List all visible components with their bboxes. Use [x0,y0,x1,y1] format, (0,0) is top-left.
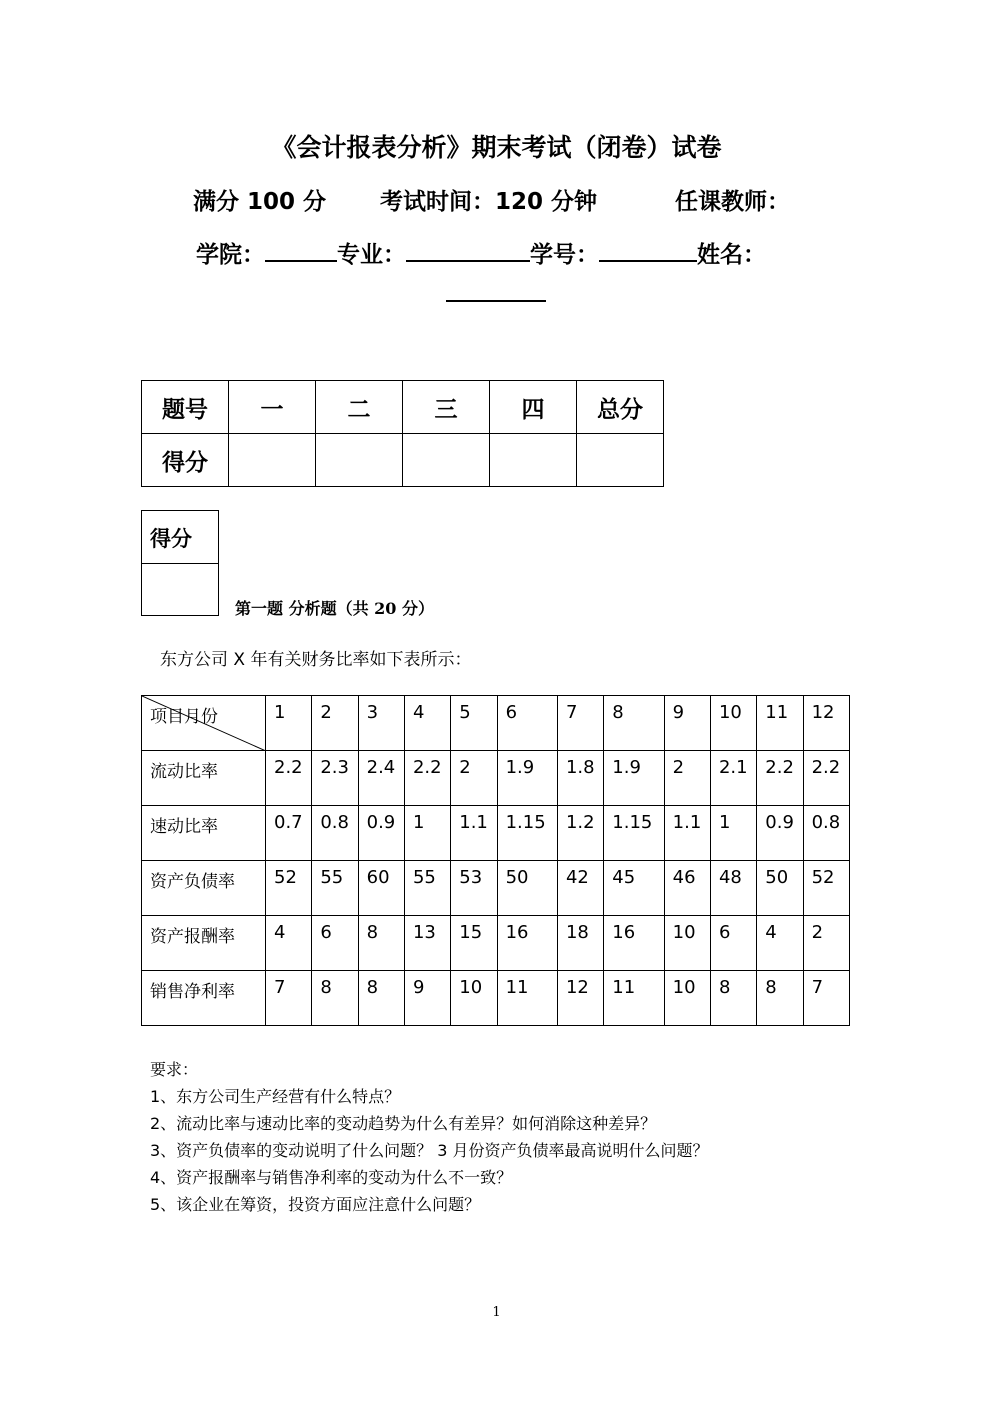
ratio-value: 8 [757,971,803,1026]
ratio-value: 42 [557,861,603,916]
requirement-item: 3、资产负债率的变动说明了什么问题？ 3 月份资产负债率最高说明什么问题？ [150,1141,709,1160]
college-blank[interactable] [265,242,337,262]
grade-box [141,510,219,616]
ratio-value: 1.9 [497,751,557,806]
ratio-value: 52 [803,861,849,916]
grade-box-divider [142,563,218,564]
ratio-row [142,861,850,916]
requirement-item: 5、该企业在筹资，投资方面应注意什么问题？ [150,1195,481,1214]
score-header-cell: 三 [403,381,490,434]
ratio-value: 1 [404,806,450,861]
ratio-value: 1.1 [664,806,710,861]
ratio-value: 9 [404,971,450,1026]
ratio-value: 0.9 [757,806,803,861]
ratio-value: 46 [664,861,710,916]
ratio-value: 2.2 [757,751,803,806]
ratio-value: 13 [404,916,450,971]
requirement-item: 2、流动比率与速动比率的变动趋势为什么有差异？如何消除这种差异？ [150,1114,657,1133]
ratio-value: 2.3 [312,751,358,806]
ratio-value: 7 [266,971,312,1026]
ratio-value: 1.15 [497,806,557,861]
month-header-cell: 7 [557,696,603,751]
ratio-value: 1.8 [557,751,603,806]
month-header-cell: 12 [803,696,849,751]
requirement-item: 1、东方公司生产经营有什么特点？ [150,1087,401,1106]
score-header-cell: 总分 [577,381,664,434]
info-line [196,236,766,269]
ratio-value: 11 [497,971,557,1026]
ratio-value: 2.4 [358,751,404,806]
major-label: 专业： [337,242,406,268]
ratio-value: 0.9 [358,806,404,861]
ratio-value: 53 [451,861,497,916]
score-header-cell: 题号 [142,381,229,434]
score-row-label: 得分 [142,434,229,487]
ratio-value: 2.2 [266,751,312,806]
ratio-value: 16 [497,916,557,971]
month-header-cell: 10 [710,696,756,751]
ratio-label: 资产报酬率 [142,916,266,971]
ratio-value: 2 [803,916,849,971]
score-cell[interactable] [577,434,664,487]
score-table [141,380,664,487]
ratio-value: 0.8 [312,806,358,861]
ratio-value: 6 [710,916,756,971]
ratio-value: 48 [710,861,756,916]
score-cell[interactable] [403,434,490,487]
month-header-cell: 11 [757,696,803,751]
ratio-row [142,916,850,971]
ratio-value: 2.1 [710,751,756,806]
ratio-value: 2 [664,751,710,806]
ratio-label: 销售净利率 [142,971,266,1026]
teacher-label: 任课教师： [675,189,790,215]
ratio-value: 16 [604,916,664,971]
ratio-value: 45 [604,861,664,916]
ratio-value: 2 [451,751,497,806]
college-label: 学院： [196,242,265,268]
ratio-value: 6 [312,916,358,971]
score-table-header-row [142,381,664,434]
ratio-value: 12 [557,971,603,1026]
ratio-value: 0.8 [803,806,849,861]
ratio-value: 10 [664,971,710,1026]
ratio-table [141,695,850,1026]
ratio-value: 7 [803,971,849,1026]
month-header-cell: 2 [312,696,358,751]
ratio-value: 8 [358,971,404,1026]
ratio-value: 8 [710,971,756,1026]
month-header-cell: 6 [497,696,557,751]
page-number: 1 [492,1305,501,1320]
full-score: 满分 100 分 [193,189,327,215]
student-id-blank[interactable] [599,242,697,262]
ratio-value: 18 [557,916,603,971]
ratio-value: 52 [266,861,312,916]
student-id-label: 学号： [530,242,599,268]
score-header-cell: 一 [229,381,316,434]
ratio-value: 55 [312,861,358,916]
ratio-table-header-row [142,696,850,751]
ratio-value: 55 [404,861,450,916]
month-header-cell: 1 [266,696,312,751]
ratio-value: 1 [710,806,756,861]
month-header-cell: 3 [358,696,404,751]
requirements [150,1056,709,1218]
score-cell[interactable] [316,434,403,487]
ratio-row [142,751,850,806]
ratio-value: 10 [451,971,497,1026]
ratio-label: 资产负债率 [142,861,266,916]
month-header-cell: 5 [451,696,497,751]
ratio-value: 1.9 [604,751,664,806]
ratio-value: 11 [604,971,664,1026]
ratio-value: 1.1 [451,806,497,861]
header-label: 项目月份 [150,707,218,727]
ratio-label: 速动比率 [142,806,266,861]
ratio-label: 流动比率 [142,751,266,806]
name-label: 姓名： [697,242,766,268]
ratio-value: 10 [664,916,710,971]
month-header-cell: 9 [664,696,710,751]
question-heading: 第一题 分析题（共 20 分） [235,599,434,618]
exam-title: 《会计报表分析》期末考试（闭卷）试卷 [271,133,722,162]
requirements-title: 要求： [150,1060,199,1079]
ratio-value: 8 [312,971,358,1026]
score-cell[interactable] [229,434,316,487]
month-header-cell: 8 [604,696,664,751]
ratio-value: 4 [266,916,312,971]
ratio-value: 2.2 [404,751,450,806]
exam-time: 考试时间：120 分钟 [380,189,598,215]
requirement-item: 4、资产报酬率与销售净利率的变动为什么不一致？ [150,1168,513,1187]
score-header-cell: 四 [490,381,577,434]
ratio-value: 0.7 [266,806,312,861]
grade-box-label: 得分 [150,527,192,551]
ratio-value: 15 [451,916,497,971]
score-header-cell: 二 [316,381,403,434]
ratio-value: 50 [757,861,803,916]
ratio-value: 60 [358,861,404,916]
score-cell[interactable] [490,434,577,487]
month-header-cell: 4 [404,696,450,751]
ratio-value: 4 [757,916,803,971]
header-label-cell [142,696,266,751]
major-blank[interactable] [406,242,530,262]
ratio-value: 1.2 [557,806,603,861]
ratio-value: 50 [497,861,557,916]
ratio-value: 8 [358,916,404,971]
question-intro: 东方公司 X 年有关财务比率如下表所示： [160,650,472,670]
ratio-row [142,806,850,861]
name-blank[interactable] [446,300,546,302]
ratio-row [142,971,850,1026]
ratio-value: 1.15 [604,806,664,861]
score-table-score-row [142,434,664,487]
ratio-value: 2.2 [803,751,849,806]
